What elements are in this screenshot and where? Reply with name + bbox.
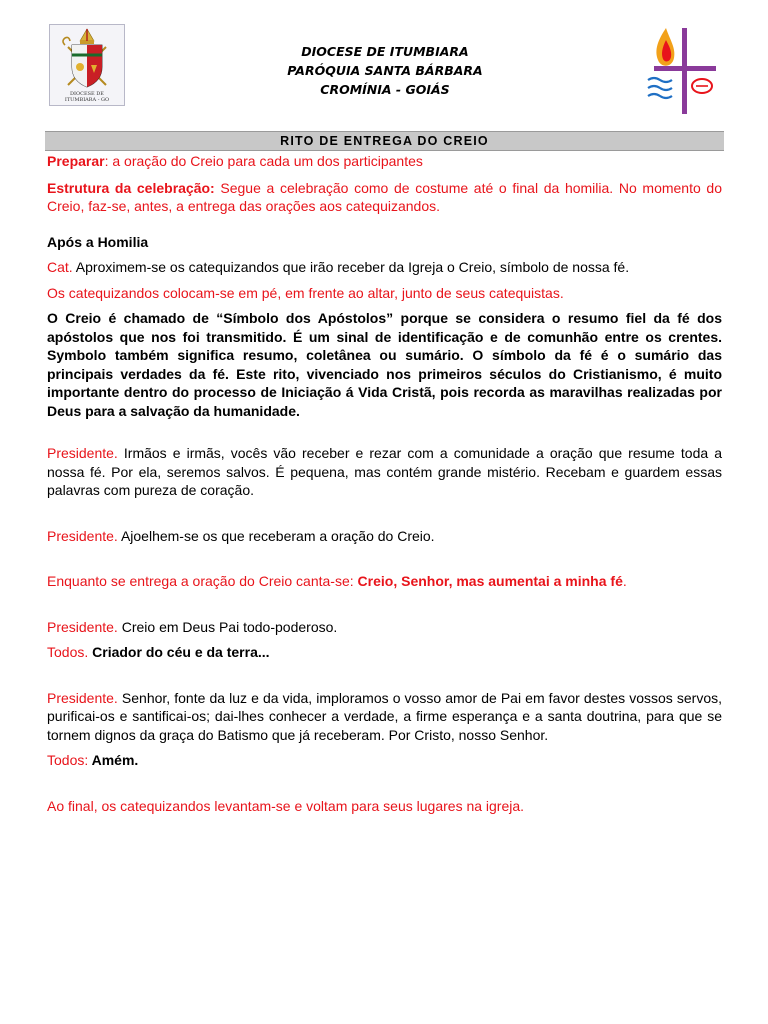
document-body bbox=[47, 152, 722, 815]
rubric-stand-paragraph: Os catequizandos colocam-se em pé, em frente ao altar, junto de seus catequistas. bbox=[47, 284, 564, 301]
logo-caption-1: DIOCESE DE bbox=[70, 91, 104, 97]
cat-text: Aproximem-se os catequizandos que irão receber da Igreja o Creio, símbolo de nossa fé. bbox=[72, 259, 630, 275]
presidente-label: Presidente. bbox=[47, 618, 118, 635]
preparar-text: : a oração do Creio para cada um dos participantes bbox=[104, 153, 423, 169]
estrutura-text: Segue a celebração como de costume até o final da homilia. No momento do Creio, faz-se, antes, a entrega das orações aos catequizandos. bbox=[47, 179, 722, 214]
presidente-text-4: Senhor, fonte da luz e da vida, imploramos o vosso amor de Pai em favor destes vossos servos, purificai-os e santificai-os; dai-lhes conhecer a verdade, a firme esperança e a santa doutrina, para que se tornem dignos da graça do Batismo que já receberam. Por Cristo, nosso Senhor. bbox=[47, 689, 722, 743]
preparar-label: Preparar bbox=[47, 153, 105, 169]
presidente-paragraph-1 bbox=[47, 444, 722, 500]
apos-homilia-heading: Após a Homilia bbox=[47, 233, 149, 250]
todos-label: Todos. bbox=[47, 644, 89, 660]
city-name: CROMÍNIA - GOIÁS bbox=[320, 82, 450, 97]
presidente-text-3: Creio em Deus Pai todo-poderoso. bbox=[117, 618, 338, 635]
todos-text-1: Criador do céu e da terra... bbox=[88, 644, 270, 660]
document-header bbox=[150, 42, 620, 99]
song-paragraph bbox=[47, 572, 722, 591]
estrutura-label: Estrutura da celebração: bbox=[47, 179, 215, 196]
presidente-label: Presidente. bbox=[47, 445, 118, 461]
presidente-paragraph-3 bbox=[47, 618, 722, 637]
estrutura-paragraph bbox=[47, 179, 722, 216]
diocese-coat-of-arms-icon bbox=[49, 24, 125, 106]
todos-label: Todos: bbox=[47, 752, 89, 768]
song-rubric: Enquanto se entrega a oração do Creio canta-se: bbox=[47, 573, 358, 589]
todos-text-2: Amém. bbox=[88, 752, 139, 768]
creio-explanation-paragraph: O Creio é chamado de “Símbolo dos Apóstolos” porque se considera o resumo fiel da fé dos apóstolos que nos foi transmitido. É um sinal de identificação e de comunhão entre os crentes. Symbolo também significa resumo, coletânea ou sumário. O símbolo da fé é o sumário das principais verdades da fé. Este rito, vivenciado nos primeiros séculos do Cristianismo, é muito importante dentro do processo de Iniciação á Vida Cristã, pois recorda as maravilhas realizadas por Deus para a salvação da humanidade. bbox=[47, 310, 722, 419]
todos-paragraph-1 bbox=[47, 643, 722, 662]
diocese-name: DIOCESE DE ITUMBIARA bbox=[301, 44, 469, 59]
presidente-text-2: Ajoelhem-se os que receberam a oração do Creio. bbox=[117, 527, 435, 544]
song-title: Creio, Senhor, mas aumentai a minha fé bbox=[357, 573, 623, 589]
todos-paragraph-2 bbox=[47, 751, 722, 770]
document-title: RITO DE ENTREGA DO CREIO bbox=[45, 131, 724, 151]
parish-name: PARÓQUIA SANTA BÁRBARA bbox=[287, 63, 483, 78]
cat-paragraph bbox=[47, 258, 722, 277]
song-end: . bbox=[622, 573, 627, 589]
catechesis-logo-icon bbox=[644, 22, 722, 118]
presidente-text-1: Irmãos e irmãs, vocês vão receber e rezar com a comunidade a oração que resume toda a nossa fé. Por ela, seremos salvos. É pequena, mas contém grande mistério. Recebam e guardem essas palavras com pureza de coração. bbox=[47, 445, 722, 498]
presidente-label: Presidente. bbox=[47, 689, 118, 706]
preparar-paragraph bbox=[47, 152, 722, 171]
rubric-final-paragraph: Ao final, os catequizandos levantam-se e voltam para seus lugares na igreja. bbox=[47, 797, 525, 814]
presidente-label: Presidente. bbox=[47, 527, 118, 544]
logo-caption-2: ITUMBIARA - GO bbox=[64, 97, 110, 103]
presidente-paragraph-2 bbox=[47, 527, 722, 546]
cat-label: Cat. bbox=[47, 259, 73, 275]
presidente-paragraph-4 bbox=[47, 689, 722, 745]
